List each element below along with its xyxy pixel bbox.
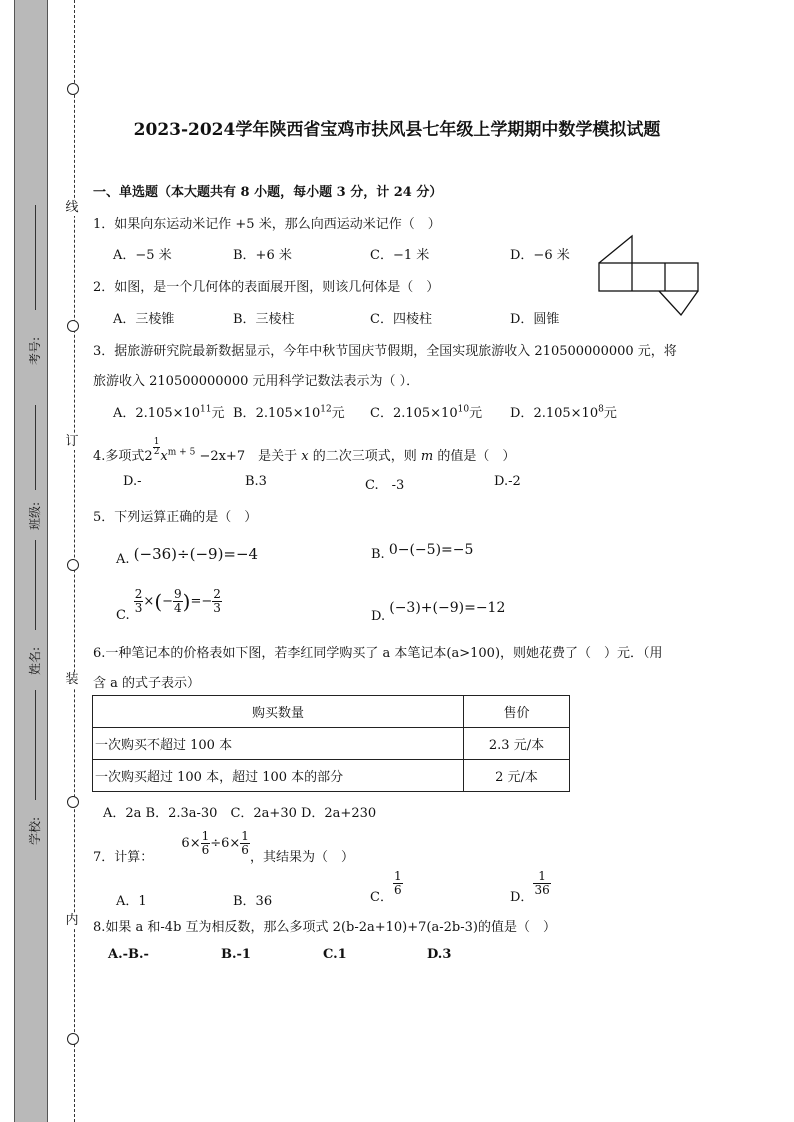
q7-option-a[interactable]: A．1 xyxy=(116,894,147,909)
binding-char: 线 xyxy=(62,200,82,216)
q3-option-a[interactable] xyxy=(113,402,225,421)
paren: ) xyxy=(182,589,191,614)
prism-net-figure xyxy=(598,234,702,318)
binding-char: 内 xyxy=(62,913,82,929)
fraction: $\frac{1}{2}$ xyxy=(153,437,160,457)
question-2-stem: 2．如图，是一个几何体的表面展开图，则该几何体是（ ） xyxy=(93,280,440,295)
field-label: 姓名: xyxy=(28,646,42,675)
mantissa: 2.105×10 xyxy=(533,406,599,421)
stem-text: ，其结果为（ ） xyxy=(249,850,354,865)
q4-option-c[interactable]: C. -3 xyxy=(365,478,405,493)
q7-option-b[interactable]: B．36 xyxy=(233,894,273,909)
field-underline xyxy=(35,205,36,310)
q3-option-b[interactable] xyxy=(233,402,345,421)
section-heading: 一、单选题（本大题共有 8 小题，每小题 3 分，计 24 分） xyxy=(93,185,443,200)
stem-text: 7．计算： xyxy=(93,850,154,865)
expression: 6× $\frac{1}{6}$ ÷6× $\frac{1}{6}$ xyxy=(181,829,249,857)
fraction: $\frac{1}{36}$ xyxy=(534,869,550,897)
table-row xyxy=(93,728,570,760)
paren: ( xyxy=(154,589,163,614)
q8-option-a[interactable]: A.-B.- xyxy=(108,947,149,962)
expression: 0−(−5)=−5 xyxy=(388,542,474,558)
fraction: $\frac{1}{6}$ xyxy=(201,829,210,857)
q2-option-c[interactable]: C．四棱柱 xyxy=(370,312,432,327)
q1-option-b[interactable]: B．+6 米 xyxy=(233,248,292,263)
option-label: D. xyxy=(371,609,386,624)
option-label: D． xyxy=(510,406,534,421)
field-underline xyxy=(35,540,36,630)
q8-option-c[interactable]: C.1 xyxy=(323,947,347,962)
field-label: 学校: xyxy=(28,816,42,845)
unit: 元 xyxy=(331,406,345,421)
binding-char: 装 xyxy=(62,672,82,688)
option-label: A． xyxy=(113,406,136,421)
option-label: B． xyxy=(233,406,256,421)
fraction: $\frac{1}{6}$ xyxy=(393,869,402,897)
fraction: $\frac{2}{3}$ xyxy=(134,587,143,615)
table-row xyxy=(93,760,570,792)
name-field[interactable] xyxy=(26,540,48,690)
binding-hole xyxy=(67,796,79,808)
binding-char: 订 xyxy=(62,434,82,450)
q4-option-d[interactable]: D.-2 xyxy=(494,474,521,489)
option-label: C. xyxy=(116,608,130,623)
q2-option-d[interactable]: D．圆锥 xyxy=(510,312,560,327)
q5-option-a[interactable] xyxy=(116,545,258,567)
price-table xyxy=(92,695,570,792)
coefficient: 2 xyxy=(144,449,153,464)
exponent: 11 xyxy=(200,404,212,415)
question-8-stem: 8.如果 a 和-4b 互为相反数，那么多项式 2(b-2a+10)+7(a-2b-3)的值是（ ） xyxy=(93,920,556,935)
q6-options[interactable]: A．2a B．2.3a-30 C．2a+30 D．2a+230 xyxy=(103,806,377,821)
binding-hole xyxy=(67,320,79,332)
q5-option-c[interactable]: C. $\frac{2}{3}$ ×(− $\frac{9}{4}$ )=− $\frac{2}{3}$ xyxy=(116,587,221,623)
exam-no-field[interactable] xyxy=(26,205,48,365)
q4-option-b[interactable]: B.3 xyxy=(245,474,267,489)
fraction: $\frac{9}{4}$ xyxy=(174,587,182,615)
binding-hole xyxy=(67,1033,79,1045)
exponent: 12 xyxy=(320,404,332,415)
unit: 元 xyxy=(603,406,617,421)
expression: (−36)÷(−9)=−4 xyxy=(133,545,259,563)
expression: (−3)+(−9)=−12 xyxy=(389,600,506,616)
binding-hole xyxy=(67,83,79,95)
exponent: 8 xyxy=(598,404,604,415)
table-cell: 一次购买超过 100 本，超过 100 本的部分 xyxy=(93,760,464,792)
school-field[interactable] xyxy=(26,690,48,845)
q1-option-d[interactable]: D．−6 米 xyxy=(510,248,570,263)
field-underline xyxy=(35,405,36,490)
field-underline xyxy=(35,690,36,800)
question-6-stem-line2: 含 a 的式子表示） xyxy=(93,676,201,691)
question-4-stem xyxy=(93,438,515,464)
mantissa: 2.105×10 xyxy=(255,406,321,421)
question-3-stem-line1: 3．据旅游研究院最新数据显示，今年中秋节国庆节假期，全国实现旅游收入 210500000000 元，将 xyxy=(93,344,677,359)
field-label: 班级: xyxy=(28,501,42,530)
question-1-stem: 1．如果向东运动米记作 +5 米，那么向西运动米记作（ ） xyxy=(93,217,441,232)
variable: x xyxy=(160,449,168,464)
table-header: 售价 xyxy=(464,696,570,728)
variable: m xyxy=(420,449,434,464)
question-7-stem xyxy=(93,830,354,865)
option-label: C． xyxy=(370,406,393,421)
q4-option-a[interactable]: D.- xyxy=(123,474,142,489)
exponent: m + 5 xyxy=(167,447,196,458)
table-cell: 2 元/本 xyxy=(464,760,570,792)
option-label: C． xyxy=(370,890,393,905)
q8-option-d[interactable]: D.3 xyxy=(427,947,452,962)
q5-option-d[interactable] xyxy=(371,600,505,624)
exponent: 10 xyxy=(457,404,470,415)
table-cell: 一次购买不超过 100 本 xyxy=(93,728,464,760)
q1-option-a[interactable]: A．−5 米 xyxy=(113,248,172,263)
q5-option-b[interactable] xyxy=(371,542,473,562)
q2-option-a[interactable]: A．三棱锥 xyxy=(113,312,175,327)
page-title: 2023-2024学年陕西省宝鸡市扶风县七年级上学期期中数学模拟试题 xyxy=(133,120,661,140)
table-cell: 2.3 元/本 xyxy=(464,728,570,760)
variable: x xyxy=(301,449,309,464)
stem-text: −2x+7 是关于 xyxy=(199,449,298,464)
class-field[interactable] xyxy=(26,405,48,555)
question-3-stem-line2: 旅游收入 210500000000 元用科学记数法表示为（ ）． xyxy=(93,374,420,389)
option-label: A. xyxy=(116,552,130,567)
binding-hole xyxy=(67,559,79,571)
q7-option-d[interactable] xyxy=(510,870,551,905)
table-header-row xyxy=(93,696,570,728)
stem-text: 的值是（ ） xyxy=(437,449,516,464)
q8-option-b[interactable]: B.-1 xyxy=(221,947,251,962)
q2-option-b[interactable]: B．三棱柱 xyxy=(233,312,295,327)
question-6-stem-line1: 6.一种笔记本的价格表如下图，若李红同学购买了 a 本笔记本(a>100)，则她花费了（ ）元．（用 xyxy=(93,646,663,661)
question-5-stem: 5．下列运算正确的是（ ） xyxy=(93,510,258,525)
q1-option-c[interactable]: C．−1 米 xyxy=(370,248,430,263)
option-label: B. xyxy=(371,547,385,562)
fraction: $\frac{2}{3}$ xyxy=(213,587,221,615)
mantissa: 2.105×10 xyxy=(392,406,458,421)
unit: 元 xyxy=(469,406,483,421)
mantissa: 2.105×10 xyxy=(135,406,201,421)
option-label: D． xyxy=(510,890,534,905)
q7-option-c[interactable] xyxy=(370,870,403,905)
stem-text: 4.多项式 xyxy=(93,449,145,464)
operator: × xyxy=(143,594,155,609)
q3-option-c[interactable] xyxy=(370,402,482,421)
q3-option-d[interactable] xyxy=(510,402,617,421)
unit: 元 xyxy=(211,406,225,421)
fraction: $\frac{1}{6}$ xyxy=(241,829,249,857)
stem-text: 的二次三项式，则 xyxy=(312,449,417,464)
field-label: 考号: xyxy=(28,336,42,365)
table-header: 购买数量 xyxy=(93,696,464,728)
operator: =− xyxy=(190,594,213,609)
